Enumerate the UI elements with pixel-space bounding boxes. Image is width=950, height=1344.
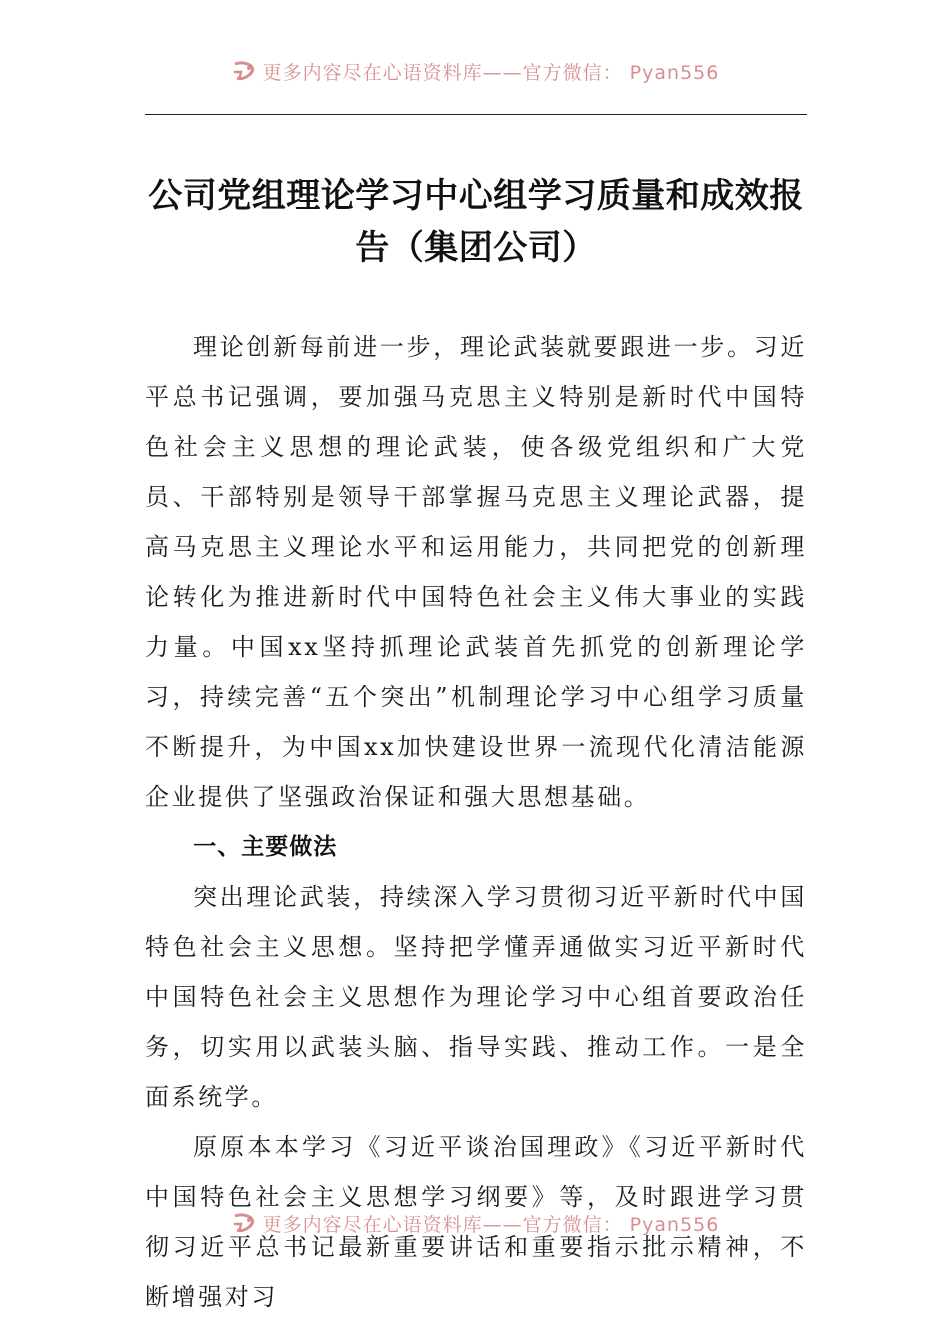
paragraph: 突出理论武装，持续深入学习贯彻习近平新时代中国特色社会主义思想。坚持把学懂弄通做实习近平新时代中国特色社会主义思想作为理论学习中心组首要政治任务，切实用以武装头脑、指导实践、推动工作。一是全面系统学。 [145,883,807,1111]
document-title: 公司党组理论学习中心组学习质量和成效报告（集团公司） [148,176,804,268]
header-watermark [0,56,950,86]
document-body [145,322,807,1322]
paragraph: 原原本本学习《习近平谈治国理政》《习近平新时代中国特色社会主义思想学习纲要》等，及时跟进学习贯彻习近平总书记最新重要讲话和重要指示批示精神，不断增强对习 [145,1133,807,1311]
watermark-logo-icon [231,60,257,82]
section-heading: 一、主要做法 [193,834,338,860]
header-rule [145,114,807,115]
paragraph: 理论创新每前进一步，理论武装就要跟进一步。习近平总书记强调，要加强马克思主义特别是新时代中国特色社会主义思想的理论武装，使各级党组织和广大党员、干部特别是领导干部掌握马克思主义理论武器，提高马克思主义理论水平和运用能力，共同把党的创新理论转化为推进新时代中国特色社会主义伟大事业的实践力量。中国xx坚持抓理论武装首先抓党的创新理论学习，持续完善“五个突出”机制理论学习中心组学习质量不断提升，为中国xx加快建设世界一流现代化清洁能源企业提供了坚强政治保证和强大思想基础。 [145,333,807,811]
watermark-text: 更多内容尽在心语资料库——官方微信： Pyan556 [262,1213,720,1236]
watermark-logo-icon [231,1212,257,1234]
watermark-text: 更多内容尽在心语资料库——官方微信： Pyan556 [262,61,720,84]
footer-watermark [0,1208,950,1238]
